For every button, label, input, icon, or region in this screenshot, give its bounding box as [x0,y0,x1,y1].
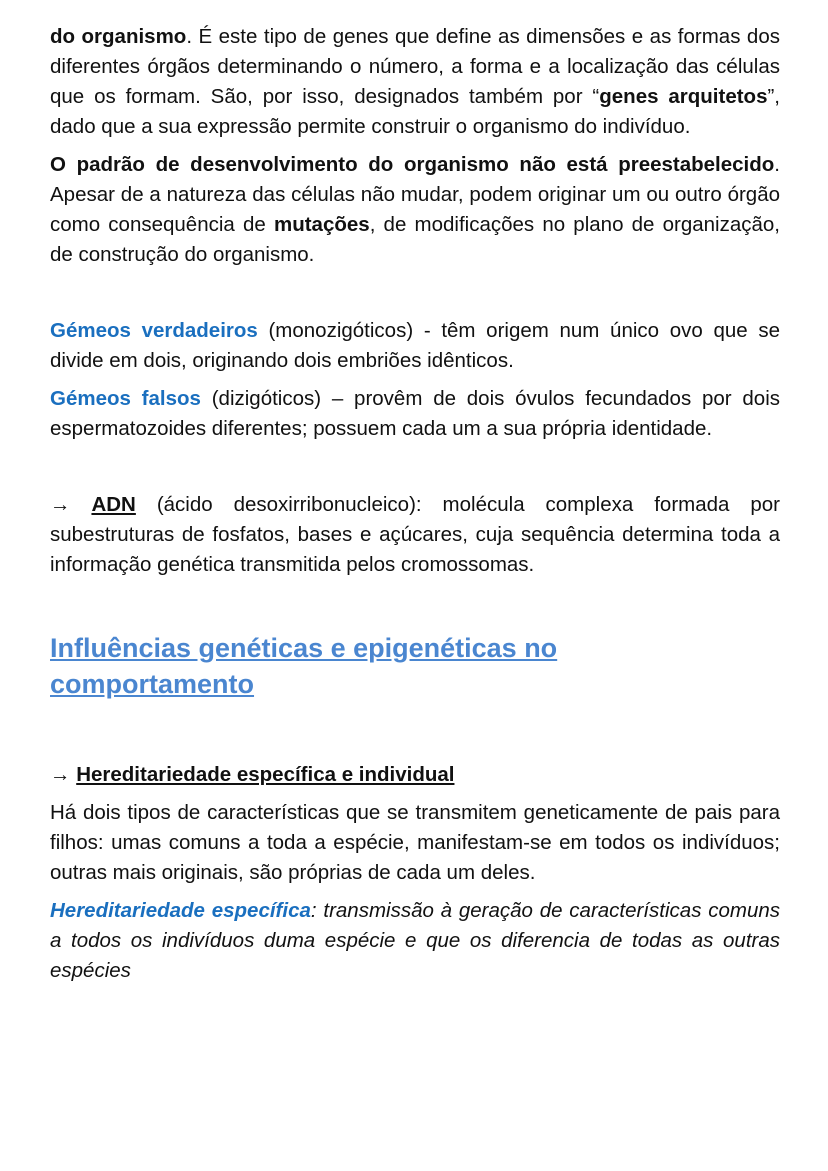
term-label: Hereditariedade específica [50,899,311,922]
paragraph-tipos-caracteristicas: Há dois tipos de características que se transmitem geneticamente de pais para filhos: umas comuns a toda a espécie, manifestam-se em todos os indivíduos; outras mais originais, são próprias de cada um deles. [50,801,780,884]
text: (ácido desoxirribonucleico): molécula complexa formada por subestruturas de fosfatos, bases e açúcares, cuja sequência determina toda a informação genética transmitida pelos cromossomas. [50,493,780,576]
term-label: Gémeos verdadeiros [50,319,258,342]
bold-text: do organismo [50,25,187,48]
subheading [50,760,780,790]
text: . É este tipo de genes que define as dimensões e as formas dos diferentes órgãos determinando o número, a forma e a localização das células que os formam. São, por isso, designados também por “ [50,25,780,108]
arrow-icon: → [50,493,92,516]
text: (monozigóticos) - têm origem num único ovo que se divide em dois, originando dois embriões idênticos. [50,319,780,372]
arrow-icon: → [50,763,77,786]
bold-text: mutações [273,213,370,236]
text: . Apesar de a natureza das células não mudar, podem originar um ou outro órgão como consequência de [50,153,780,236]
section-heading: Influências genéticas e epigenéticas no comportamento [50,633,558,699]
subheading-text: Hereditariedade específica e individual [76,763,455,786]
paragraph-gemeos-falsos [50,384,780,444]
text: , de modificações no plano de organização, de construção do organismo. [50,213,780,266]
text: (dizigóticos) – provêm de dois óvulos fecundados por dois espermatozoides diferentes; possuem cada um a sua própria identidade. [50,387,781,440]
bold-text: genes arquitetos [599,85,768,108]
text: : transmissão à geração de características comuns a todos os indivíduos duma espécie e que os diferencia de todas as outras espécies [50,899,781,982]
paragraph-padrao-desenvolvimento [50,150,780,270]
paragraph-adn [50,490,780,580]
bold-text: O padrão de desenvolvimento do organismo não está preestabelecido [50,153,775,176]
term-adn: ADN [91,493,136,516]
document-page [50,22,780,986]
text: ”, dado que a sua expressão permite construir o organismo do indivíduo. [50,85,781,138]
paragraph-genes-arquitetos [50,22,780,142]
paragraph-hereditariedade-especifica [50,896,780,986]
paragraph-gemeos-verdadeiros [50,316,780,376]
term-label: Gémeos falsos [50,387,201,410]
